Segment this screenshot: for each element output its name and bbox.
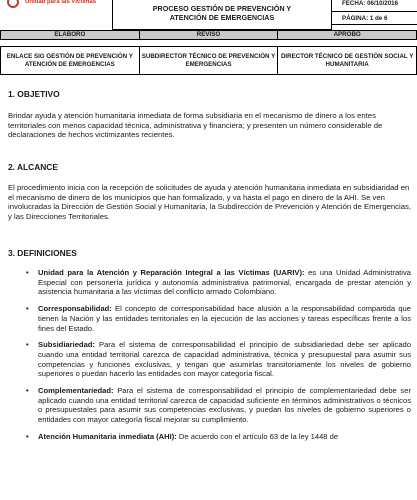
definition-text: De acuerdo con el artículo 63 de la ley 1448 de — [176, 431, 339, 441]
alcance-paragraph: El procedimiento inicia con la recepción de solicitudes de ayuda y atención humanitaria inmediata en subsidiaridad en el mecanismo de dinero de los municipios que han formalizado, y va hasta el pago en dinero de la AHI. Se ven involucradas la Dirección de Gestión Social y Humanitaria, la Subdirección de Prevención y Atención de Emergencias, y las Direcciones Territoriales. — [8, 183, 411, 222]
entity-logo — [3, 0, 113, 10]
list-item — [26, 432, 411, 442]
logo-text: Unidad para las Víctimas — [25, 0, 97, 5]
section-heading-alcance: 2. ALCANCE — [8, 162, 58, 172]
list-item — [26, 386, 411, 425]
section-heading-objetivo: 1. OBJETIVO — [8, 89, 60, 99]
page-indicator: PÁGINA: 1 de 6 — [342, 15, 388, 22]
role-label-reviso: REVISÓ — [139, 31, 278, 40]
section-heading-definiciones: 3. DEFINICIONES — [8, 248, 77, 258]
bullet-icon: • — [26, 431, 29, 441]
process-title-line1: PROCESO GESTIÓN DE PREVENCIÓN Y — [152, 4, 292, 13]
list-item — [26, 268, 411, 297]
definitions-list — [26, 268, 411, 449]
objetivo-paragraph: Brindar ayuda y atención humanitaria inmediata de forma subsidiaria en el mecanismo de dinero a los entes territoriales con menos capacidad técnica, administrativa y financiera; y presenten un número considerable de declaraciones de hechos victimizantes recientes. — [8, 111, 383, 140]
definition-text: El concepto de corresponsabilidad hace alusión a la responsabilidad compartida que tienen la Nación y las entidades territoriales en la ejecución de las acciones y tareas específicas frente a los fines del Estado. — [38, 304, 411, 333]
definition-term: Corresponsabilidad: — [38, 304, 112, 314]
role-name-reviso: SUBDIRECTOR TÉCNICO DE PREVENCIÓN Y EMERGENCIAS — [139, 47, 278, 75]
process-title — [112, 0, 332, 30]
definition-text: Para el sistema de corresponsabilidad el principio de complementariedad debe ser aplicado cuando una entidad territorial carezca de capacidad suficiente en términos administrativos o técnicos o presupuestales para asumir sus competencias exclusivas, y puedan los niveles de gobierno superiores o entidades con mayor categoría fiscal mejorar su cumplimiento. — [38, 386, 411, 425]
definition-term: Atención Humanitaria inmediata (AHI): — [38, 431, 177, 441]
list-item — [26, 304, 411, 333]
meta-divider — [332, 11, 417, 12]
definition-term: Subsidiariedad: — [38, 340, 95, 350]
bullet-icon: • — [26, 340, 29, 350]
role-label-elaboro: ELABORÓ — [1, 31, 140, 40]
meta-divider — [332, 24, 417, 25]
approval-table — [0, 30, 417, 75]
bullet-icon: • — [26, 268, 29, 277]
logo-icon — [7, 0, 19, 8]
bullet-icon: • — [26, 386, 29, 396]
document-date: FECHA: 06/10/2016 — [342, 0, 399, 7]
bullet-icon: • — [26, 304, 29, 314]
role-name-elaboro: ENLACE SIG GESTIÓN DE PREVENCIÓN Y ATENCIÓN DE EMERGENCIAS — [1, 47, 140, 75]
definition-text: es una Unidad Administrativa Especial con personería jurídica y autonomía administrativa patrimonial, encargada de prestar atención y asistencia humanitaria a las víctimas del conflicto armado Colombiano. — [38, 268, 411, 297]
process-title-line2: ATENCIÓN DE EMERGENCIAS — [169, 13, 275, 22]
list-item — [26, 340, 411, 379]
definition-text: Para el sistema de corresponsabilidad el principio de subsidiariedad debe ser aplicado cuando una entidad territorial carezca de capacidad administrativa, técnica y presupuestal para asumir sus competencias y funciones exclusivas, y tengan que asumirlas transitoriamente los niveles de gobierno superiores o puedan hacerlo las entidades con mayor categoría fiscal. — [38, 340, 411, 379]
definition-term: Unidad para la Atención y Reparación Integral a las Víctimas (UARIV): — [38, 268, 305, 277]
role-label-aprobo: APROBÓ — [278, 31, 417, 40]
role-name-aprobo: DIRECTOR TÉCNICO DE GESTIÓN SOCIAL Y HUMANITARIA — [278, 47, 417, 75]
definition-term: Complementariedad: — [38, 386, 114, 396]
